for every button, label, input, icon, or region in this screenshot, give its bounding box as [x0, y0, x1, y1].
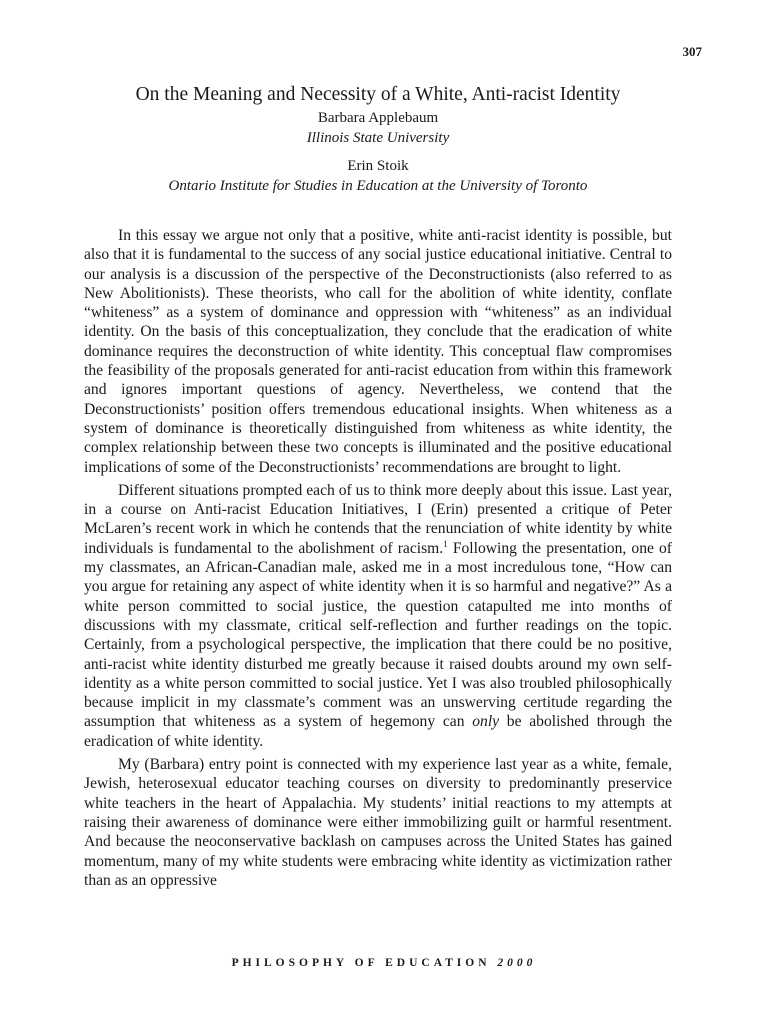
article-title: On the Meaning and Necessity of a White, Anti-racist Identity: [135, 84, 621, 105]
emphasis: only: [472, 713, 500, 731]
paragraph: In this essay we argue not only that a positive, white anti-racist identity is possible, but also that it is fundamental to the success of any social justice educational initiative. Central to our analysis is a discussion of the perspective of the Deconstructionists (also referred to as New Abolitionists). These theorists, who call for the abolition of white identity, conflate “whiteness” as a system of dominance and oppression with “whiteness” as an individual identity. On the basis of this conceptualization, they conclude that the eradication of white dominance requires the deconstruction of white identity. This conceptual flaw compromises the feasibility of the proposals generated for anti-racist education from within this framework and ignores important questions of agency. Nevertheless, we contend that the Deconstructionists’ position offers tremendous educational insights. When whiteness as a system of dominance is theoretically distinguished from whiteness as white identity, the complex relationship between these two concepts is illuminated and the positive educational implications of some of the Deconstructionists’ recommendations are brought to light.: [84, 227, 672, 476]
journal-year: 2000: [497, 957, 537, 969]
author-affiliation: Illinois State University: [306, 130, 450, 146]
footnote-marker: 1: [443, 538, 448, 549]
paragraph: My (Barbara) entry point is connected with my experience last year as a white, female, Jewish, heterosexual educator teaching courses on diversity to predominantly preservice white teachers in the heart of Appalachia. My students’ initial reactions to my attempts at raising their awareness of dominance were either immobilizing guilt or harmful resentment. And because the neoconservative backlash on campuses across the United States has gained momentum, many of my white students were embracing white identity as victimization rather than as an oppressive: [84, 756, 672, 889]
paragraph-text: be abolished through the eradication of white identity.: [84, 713, 672, 750]
page-number: 307: [682, 44, 702, 59]
article-body: [84, 226, 672, 894]
author-affiliation: Ontario Institute for Studies in Education at the University of Toronto: [168, 178, 588, 194]
journal-name: PHILOSOPHY OF EDUCATION: [231, 957, 491, 969]
author-name: Erin Stoik: [347, 158, 409, 174]
title-block: [84, 82, 672, 196]
paragraph-text: Following the presentation, one of my classmates, an African-Canadian male, asked me in a most incredulous tone, “How can you argue for retaining any aspect of white identity when it is so harmful and negative?” As a white person committed to social justice, the question catapulted me into months of discussions with my classmate, critical self-reflection and further readings on the topic. Certainly, from a psychological perspective, the implication that there could be no positive, anti-racist white identity disturbed me greatly because it raised doubts around my own self-identity as a white person committed to social justice. Yet I was also troubled philosophically because implicit in my classmate’s comment was an unswerving certitude regarding the assumption that whiteness as a system of hegemony can: [84, 539, 673, 731]
paragraph-text: Different situations prompted each of us to think more deeply about this issue. Last year, in a course on Anti-racist Education Initiatives, I (Erin) presented a critique of Peter McLaren’s recent work in which he contends that the renunciation of white identity by white individuals is fundamental to the abolishment of racism.: [84, 481, 672, 557]
running-footer: [0, 957, 768, 969]
paragraph: [84, 481, 672, 751]
author-name: Barbara Applebaum: [317, 110, 439, 126]
